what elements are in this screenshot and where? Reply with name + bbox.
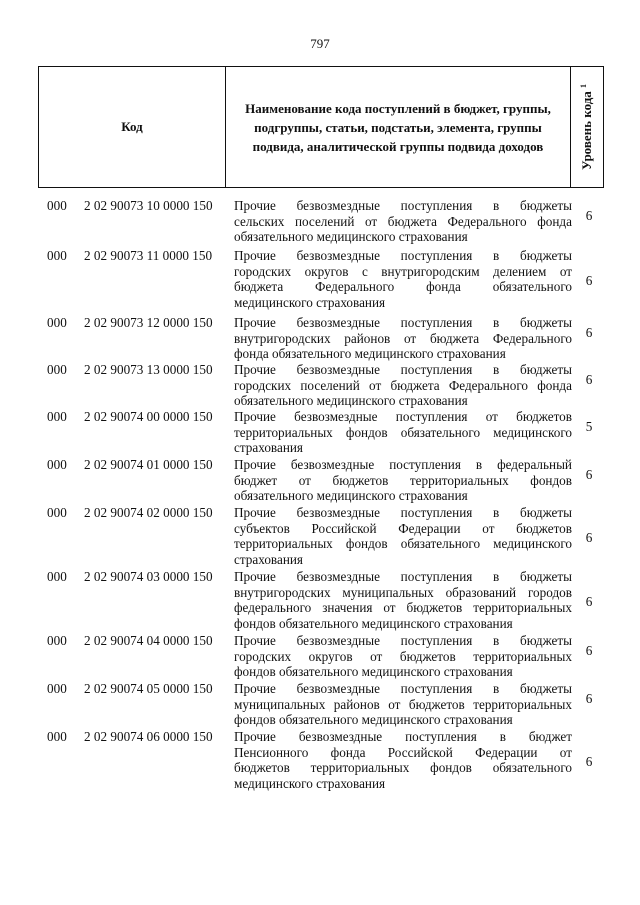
row-prefix: 000	[47, 362, 67, 377]
row-description-line: обязательного медицинского страхования	[234, 229, 468, 244]
row-description-line: Прочие безвозмездные поступления в бюджеты	[234, 362, 572, 377]
row-prefix: 000	[47, 315, 67, 330]
row-description-line: фондов обязательного медицинского страхования	[234, 664, 513, 679]
row-code: 2 02 90074 01 0000 150	[84, 457, 213, 472]
row-description-line: территориальных фондов обязательного медицинского	[234, 536, 572, 551]
row-code: 2 02 90073 13 0000 150	[84, 362, 213, 377]
row-level: 6	[585, 371, 593, 387]
row-prefix: 000	[47, 409, 67, 424]
row-description-line: муниципальных районов от бюджетов территориальных	[234, 696, 572, 712]
row-description-line: бюджета Федерального фонда обязательного	[234, 279, 572, 294]
row-prefix: 000	[47, 681, 67, 696]
header-level	[571, 67, 604, 188]
row-level: 6	[585, 594, 593, 609]
row-description	[234, 315, 572, 362]
row-description-line: фондов обязательного медицинского страхования	[234, 712, 513, 727]
row-description-line: городских округов с внутригородским делением от	[234, 263, 572, 279]
row-code: 2 02 90074 00 0000 150	[84, 409, 213, 424]
row-description-line: Прочие безвозмездные поступления в бюджеты	[234, 198, 572, 213]
row-code: 2 02 90074 02 0000 150	[84, 505, 213, 520]
row-description-line: бюджетов территориальных фондов обязательного	[234, 760, 572, 775]
row-description-line: страхования	[234, 551, 303, 567]
row-description-line: обязательного медицинского страхования	[234, 393, 468, 408]
header-level-footnote: 1	[578, 83, 588, 88]
header-name-line: Наименование кода поступлений в бюджет, группы,	[245, 100, 551, 116]
row-description	[234, 729, 572, 791]
row-description	[234, 569, 572, 631]
row-description-line: федерального значения от бюджетов территориальных	[234, 600, 572, 615]
row-code: 2 02 90073 12 0000 150	[84, 315, 213, 330]
row-prefix: 000	[47, 569, 67, 584]
row-prefix: 000	[47, 457, 67, 472]
row-description	[234, 681, 572, 728]
row-description-line: субъектов Российской Федерации от бюджетов	[234, 520, 572, 536]
header-name	[226, 67, 571, 188]
row-level: 6	[585, 273, 593, 288]
row-level: 6	[585, 642, 593, 658]
row-level: 6	[585, 466, 593, 482]
row-prefix: 000	[47, 505, 67, 520]
row-description-line: городских округов от бюджетов территориальных	[234, 648, 572, 664]
row-description-line: территориальных фондов обязательного медицинского	[234, 424, 572, 440]
row-description-line: сельских поселений от бюджета Федерального фонда	[234, 213, 572, 229]
row-description	[234, 248, 572, 310]
row-level: 6	[585, 324, 593, 340]
row-level: 6	[585, 207, 593, 223]
row-code: 2 02 90074 03 0000 150	[84, 569, 213, 584]
row-description-line: бюджет от бюджетов территориальных фондов	[234, 472, 572, 488]
row-description-line: страхования	[234, 440, 303, 455]
row-description-line: фондов обязательного медицинского страхования	[234, 615, 513, 631]
row-description	[234, 198, 572, 245]
row-prefix: 000	[47, 198, 67, 213]
row-description-line: городских поселений от бюджета Федерального фонда	[234, 377, 572, 393]
row-description-line: медицинского страхования	[234, 294, 386, 310]
row-description-line: Прочие безвозмездные поступления в федеральный	[234, 457, 572, 472]
header-level-label: Уровень кода	[579, 91, 595, 171]
row-description-line: Пенсионного фонда Российской Федерации от	[234, 744, 572, 760]
row-prefix: 000	[47, 633, 67, 648]
row-code: 2 02 90074 05 0000 150	[84, 681, 213, 696]
row-description-line: обязательного медицинского страхования	[234, 488, 468, 503]
row-prefix: 000	[47, 729, 67, 744]
row-description-line: Прочие безвозмездные поступления от бюджетов	[234, 409, 572, 424]
row-level: 6	[585, 690, 593, 706]
row-code: 2 02 90073 11 0000 150	[84, 248, 213, 263]
row-description-line: внутригородских муниципальных образований городов	[234, 584, 572, 600]
row-level: 5	[585, 418, 593, 434]
row-description-line: внутригородских районов от бюджета Федерального	[234, 330, 572, 346]
row-description-line: Прочие безвозмездные поступления в бюджет	[234, 729, 572, 744]
header-name-line: подвида, аналитической группы подвида доходов	[252, 138, 544, 154]
row-description-line: фонда обязательного медицинского страхования	[234, 346, 506, 361]
row-description	[234, 633, 572, 680]
row-description	[234, 362, 572, 409]
row-description-line: Прочие безвозмездные поступления в бюджеты	[234, 248, 572, 263]
row-description-line: Прочие безвозмездные поступления в бюджеты	[234, 569, 572, 584]
page-number: 797	[310, 36, 330, 51]
row-description	[234, 457, 572, 504]
row-level: 6	[585, 530, 593, 545]
header-name-line: подгруппы, статьи, подстатьи, элемента, группы	[254, 119, 542, 135]
header-code: Код	[39, 67, 226, 188]
row-description-line: медицинского страхования	[234, 775, 386, 791]
row-code: 2 02 90073 10 0000 150	[84, 198, 213, 213]
row-description-line: Прочие безвозмездные поступления в бюджеты	[234, 633, 572, 648]
row-code: 2 02 90074 04 0000 150	[84, 633, 213, 648]
row-description	[234, 505, 572, 567]
row-description-line: Прочие безвозмездные поступления в бюджеты	[234, 315, 572, 330]
row-description-line: Прочие безвозмездные поступления в бюджеты	[234, 681, 572, 696]
row-level: 6	[585, 754, 593, 769]
table-header	[38, 66, 604, 188]
row-description	[234, 409, 572, 456]
row-prefix: 000	[47, 248, 67, 263]
row-code: 2 02 90074 06 0000 150	[84, 729, 213, 744]
row-description-line: Прочие безвозмездные поступления в бюджеты	[234, 505, 572, 520]
